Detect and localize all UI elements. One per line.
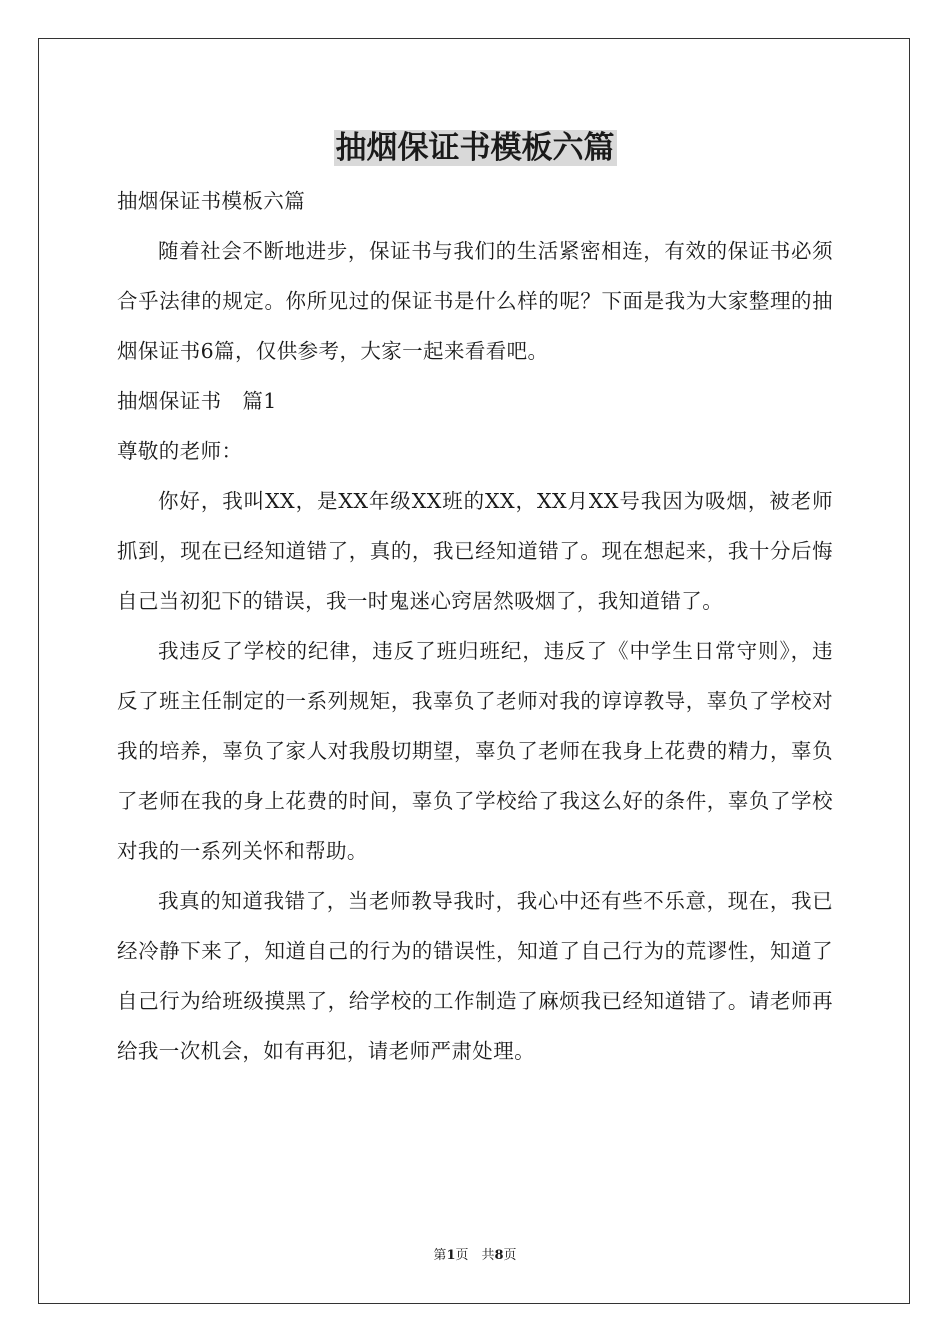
- document-body: [117, 176, 833, 1076]
- footer-total-pages: 8: [494, 1248, 504, 1263]
- footer-prefix: 第: [433, 1248, 447, 1263]
- footer-suffix: 页: [503, 1248, 517, 1263]
- section-heading: 抽烟保证书 篇1: [117, 389, 277, 413]
- page-footer: [0, 1246, 950, 1266]
- paragraph: 我真的知道我错了，当老师教导我时，我心中还有些不乐意，现在，我已经冷静下来了，知道自己的行为的错误性，知道了自己行为的荒谬性，知道了自己行为给班级摸黑了，给学校的工作制造了麻烦我已经知道错了。请老师再给我一次机会，如有再犯，请老师严肃处理。: [117, 889, 833, 1063]
- footer-middle: 页 共: [455, 1248, 495, 1263]
- paragraph: 抽烟保证书模板六篇: [117, 189, 306, 213]
- paragraph: 随着社会不断地进步，保证书与我们的生活紧密相连，有效的保证书必须合乎法律的规定。你所见过的保证书是什么样的呢？下面是我为大家整理的抽烟保证书6篇，仅供参考，大家一起来看看吧。: [117, 239, 833, 363]
- document-title-text: 抽烟保证书模板六篇: [335, 130, 615, 166]
- paragraph: 我违反了学校的纪律，违反了班归班纪，违反了《中学生日常守则》，违反了班主任制定的一系列规矩，我辜负了老师对我的谆谆教导，辜负了学校对我的培养，辜负了家人对我殷切期望，辜负了老师在我身上花费的精力，辜负了老师在我的身上花费的时间，辜负了学校给了我这么好的条件，辜负了学校对我的一系列关怀和帮助。: [117, 639, 833, 863]
- paragraph: 你好，我叫XX，是XX年级XX班的XX，XX月XX号我因为吸烟，被老师抓到，现在已经知道错了，真的，我已经知道错了。现在想起来，我十分后悔自己当初犯下的错误，我一时鬼迷心窍居然吸烟了，我知道错了。: [117, 489, 833, 613]
- footer-page-number: 1: [446, 1248, 456, 1263]
- salutation: 尊敬的老师：: [117, 439, 243, 463]
- document-title: [0, 126, 950, 170]
